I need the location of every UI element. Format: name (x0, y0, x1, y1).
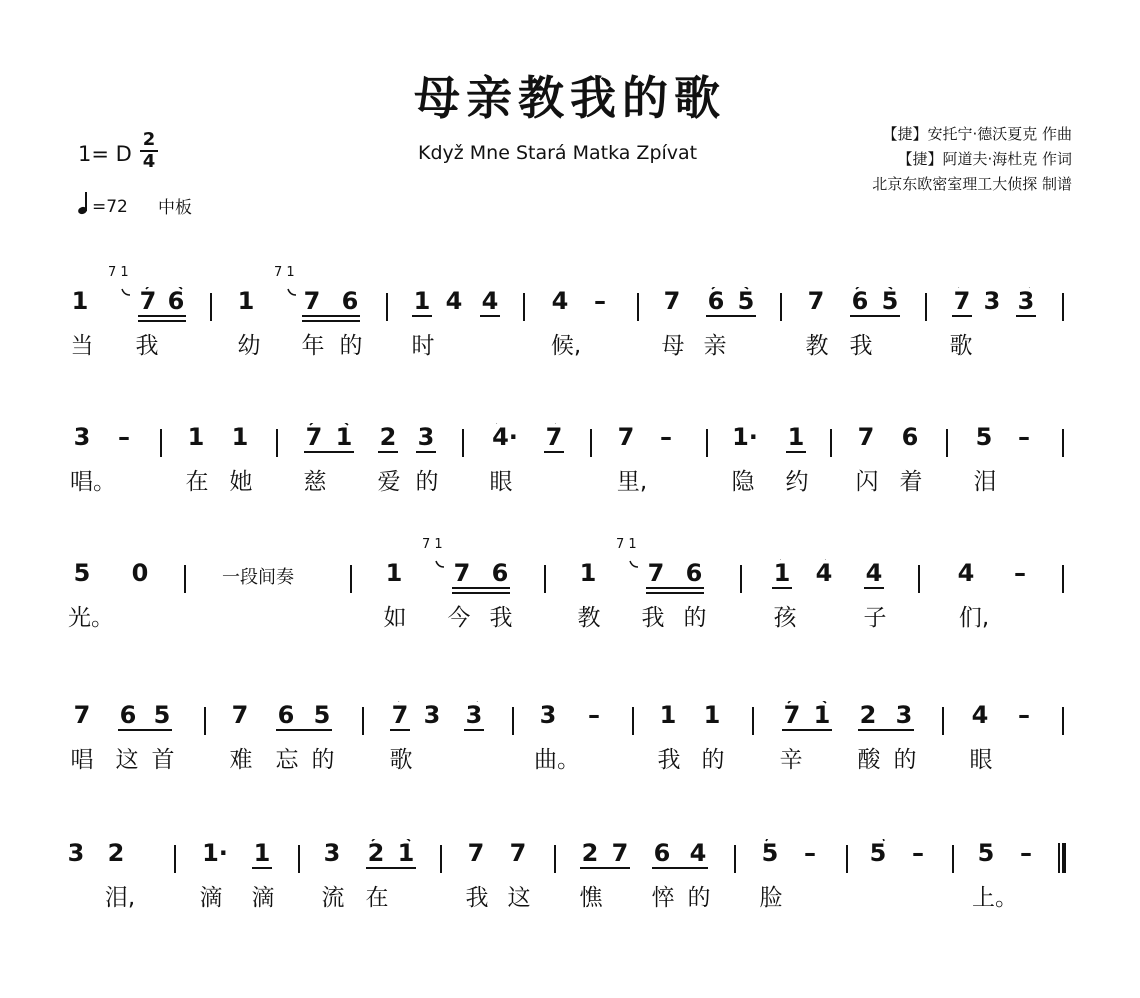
note: 4· (492, 423, 518, 451)
note: 7 (857, 423, 875, 451)
note: 2 (581, 839, 599, 867)
note: 4 (865, 559, 883, 587)
note: 7 (617, 423, 635, 451)
note: 3 (465, 701, 483, 729)
note: 6 (277, 701, 295, 729)
lyric: 辛 (779, 747, 803, 773)
lyric: 上。 (972, 885, 1018, 911)
note: 4 (971, 701, 989, 729)
note: 1· (202, 839, 228, 867)
note: 7 (305, 423, 323, 451)
note: 1 (237, 287, 255, 315)
grace-notes: 7 1 (422, 537, 443, 552)
lyric: 我 (849, 333, 873, 359)
notation-marks (0, 287, 1140, 402)
note: 5 (313, 701, 331, 729)
lyric: 当 (70, 333, 94, 359)
note: – (1020, 839, 1032, 867)
note: 5 (881, 287, 899, 315)
lyric: 在 (365, 885, 389, 911)
lyric: 我 (135, 333, 159, 359)
lyric: 的 (687, 885, 711, 911)
lyric: 忘 (275, 747, 299, 773)
note: 1 (335, 423, 353, 451)
note: 7 (663, 287, 681, 315)
lyric: 酸 (857, 747, 881, 773)
note: 7 (391, 701, 409, 729)
note: 1 (253, 839, 271, 867)
time-numerator: 2 (140, 130, 158, 152)
note: 7 (953, 287, 971, 315)
lyric: 的 (893, 747, 917, 773)
note: 4 (689, 839, 707, 867)
note: 6 (685, 559, 703, 587)
lyric: 脸 (759, 885, 783, 911)
lyric: 泪, (104, 885, 136, 911)
lyric: 子 (863, 605, 887, 631)
note: – (1014, 559, 1026, 587)
note: 6 (901, 423, 919, 451)
note: 1 (71, 287, 89, 315)
lyric: 泪 (973, 469, 997, 495)
note: 6 (167, 287, 185, 315)
note: 1 (231, 423, 249, 451)
note: 0 (131, 559, 149, 587)
note: 7 (303, 287, 321, 315)
note: 7 (545, 423, 563, 451)
credits (872, 122, 1072, 197)
song-subtitle: Když Mne Stará Matka Zpívat (418, 142, 698, 164)
grace-notes: 7 1 (108, 265, 129, 280)
lyric: 在 (185, 469, 209, 495)
grace-notes: 7 1 (616, 537, 637, 552)
lyric: 我 (489, 605, 513, 631)
lyric: 约 (785, 469, 809, 495)
composer-credit: 【捷】安托宁·德沃夏克 作曲 (882, 125, 1072, 143)
lyric: 流 (321, 885, 345, 911)
lyric: 爱 (377, 469, 401, 495)
lyric: 的 (339, 333, 363, 359)
lyric: 候, (550, 333, 582, 359)
note: 3 (73, 423, 91, 451)
lyric: 闪 (855, 469, 879, 495)
note: 5 (975, 423, 993, 451)
note: 5 (761, 839, 779, 867)
note: 6 (491, 559, 509, 587)
notation-marks (0, 559, 1140, 674)
key-signature: 1= D (78, 142, 132, 166)
score-row-3 (0, 537, 1140, 674)
lyric: 教 (805, 333, 829, 359)
note: 6 (851, 287, 869, 315)
lyric: 的 (311, 747, 335, 773)
note: – (660, 423, 672, 451)
score-row-4 (0, 701, 1140, 816)
note: 3 (983, 287, 1001, 315)
lyric: 我 (641, 605, 665, 631)
lyric: 幼 (237, 333, 261, 359)
note: 1 (787, 423, 805, 451)
note: 3 (417, 423, 435, 451)
note: 7 (73, 701, 91, 729)
lyric: 孩 (773, 605, 797, 631)
note: 7 (647, 559, 665, 587)
note: 4 (551, 287, 569, 315)
lyric: 眼 (969, 747, 993, 773)
note: – (118, 423, 130, 451)
lyric: 悴 (651, 885, 675, 911)
lyric: 唱。 (70, 469, 116, 495)
note: – (588, 701, 600, 729)
note: 7 (453, 559, 471, 587)
lyric: 这 (507, 885, 531, 911)
note: 5 (869, 839, 887, 867)
grace-notes: 7 1 (274, 265, 295, 280)
notation-marks (0, 423, 1140, 538)
lyric: 难 (229, 747, 253, 773)
note: 4 (957, 559, 975, 587)
note: 1 (659, 701, 677, 729)
note: 6 (341, 287, 359, 315)
lyric: 我 (465, 885, 489, 911)
lyric: 今 (447, 605, 471, 631)
lyric: 滴 (199, 885, 223, 911)
note: 1 (579, 559, 597, 587)
note: 5 (153, 701, 171, 729)
note: 6 (707, 287, 725, 315)
lyric: 教 (577, 605, 601, 631)
notation-marks (0, 701, 1140, 816)
quarter-note-icon (78, 192, 92, 214)
note: 6 (653, 839, 671, 867)
lyric: 歌 (389, 747, 413, 773)
note: 3 (539, 701, 557, 729)
interlude-marking: 一段间奏 (222, 567, 294, 588)
lyricist-credit: 【捷】阿道夫·海杜克 作词 (897, 150, 1072, 168)
note: 7 (807, 287, 825, 315)
time-denominator: 4 (142, 151, 156, 172)
lyric: 慈 (303, 469, 327, 495)
note: – (1018, 423, 1030, 451)
lyric: 光。 (68, 605, 114, 631)
notation-marks (0, 839, 1140, 954)
lyric: 憔 (579, 885, 603, 911)
song-title: 母亲教我的歌 (414, 71, 726, 125)
lyric: 着 (899, 469, 923, 495)
note: 2 (367, 839, 385, 867)
note: 2 (859, 701, 877, 729)
score-row-1 (0, 265, 1140, 402)
note: 5 (73, 559, 91, 587)
note: 2 (379, 423, 397, 451)
lyric: 们, (958, 605, 990, 631)
lyric: 如 (383, 605, 407, 631)
note: – (594, 287, 606, 315)
note: 4 (445, 287, 463, 315)
tempo-value: =72 (92, 197, 128, 217)
lyric: 时 (411, 333, 435, 359)
note: 1· (732, 423, 758, 451)
note: 1 (187, 423, 205, 451)
lyric: 的 (415, 469, 439, 495)
speed-marking: 中板 (158, 198, 192, 218)
note: 7 (783, 701, 801, 729)
note: 5 (737, 287, 755, 315)
note: 1 (813, 701, 831, 729)
note: 3 (67, 839, 85, 867)
note: 7 (467, 839, 485, 867)
note: 1 (703, 701, 721, 729)
transcriber-credit: 北京东欧密室理工大侦探 制谱 (872, 175, 1072, 193)
note: 1 (773, 559, 791, 587)
lyric: 亲 (703, 333, 727, 359)
note: 3 (895, 701, 913, 729)
note: 7 (509, 839, 527, 867)
lyric: 眼 (489, 469, 513, 495)
note: 4 (815, 559, 833, 587)
note: 7 (611, 839, 629, 867)
note: 3 (423, 701, 441, 729)
note: 1 (413, 287, 431, 315)
lyric: 的 (701, 747, 725, 773)
note: 6 (119, 701, 137, 729)
lyric: 滴 (251, 885, 275, 911)
lyric: 她 (229, 469, 253, 495)
note: 3 (323, 839, 341, 867)
note: – (912, 839, 924, 867)
note: – (1018, 701, 1030, 729)
lyric: 我 (657, 747, 681, 773)
lyric: 歌 (949, 333, 973, 359)
tempo-marking (78, 192, 128, 217)
note: 4 (481, 287, 499, 315)
note: 7 (231, 701, 249, 729)
lyric: 里, (616, 469, 648, 495)
note: 7 (139, 287, 157, 315)
note: 5 (977, 839, 995, 867)
lyric: 的 (683, 605, 707, 631)
lyric: 首 (151, 747, 175, 773)
lyric: 年 (301, 333, 325, 359)
note: 1 (397, 839, 415, 867)
lyric: 这 (115, 747, 139, 773)
note: – (804, 839, 816, 867)
lyric: 母 (661, 333, 685, 359)
lyric: 隐 (731, 469, 755, 495)
lyric: 唱 (70, 747, 94, 773)
note: 2 (107, 839, 125, 867)
note: 1 (385, 559, 403, 587)
lyric: 曲。 (534, 747, 580, 773)
score-row-2 (0, 423, 1140, 538)
score-row-5 (0, 839, 1140, 954)
time-signature (140, 130, 158, 172)
note: 3 (1017, 287, 1035, 315)
